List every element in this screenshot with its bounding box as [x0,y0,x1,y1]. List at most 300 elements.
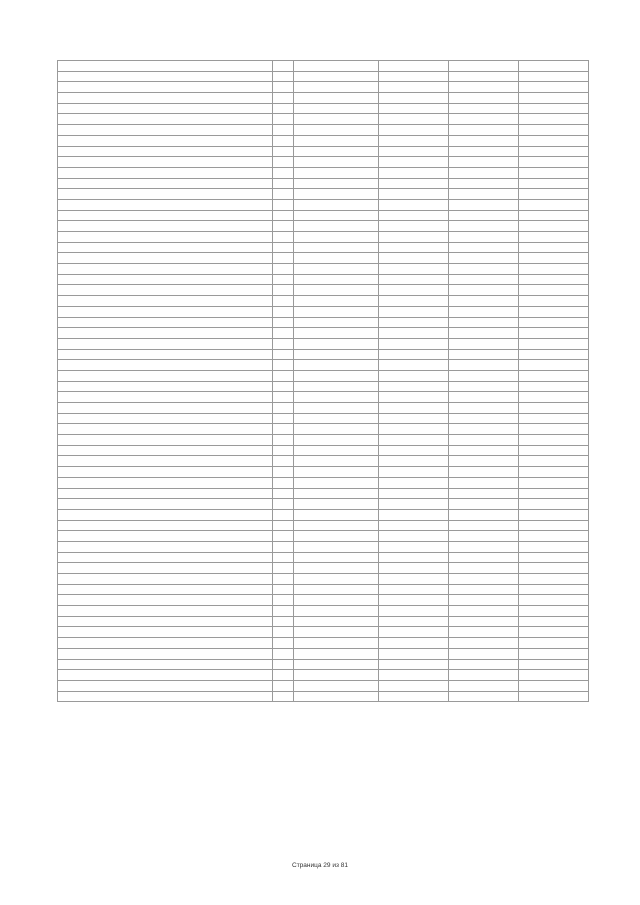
table-cell [519,477,589,488]
table-cell [519,627,589,638]
table-cell [58,531,273,542]
table-cell [273,552,294,563]
table-cell [294,285,379,296]
table-cell [519,125,589,136]
table-cell [273,285,294,296]
table-cell [294,648,379,659]
table-row [58,114,589,125]
table-cell [294,242,379,253]
table-cell [273,616,294,627]
table-cell [449,296,519,307]
table-cell [58,135,273,146]
table-cell [294,264,379,275]
table-cell [58,114,273,125]
table-cell [519,584,589,595]
table-cell [379,541,449,552]
table-cell [273,114,294,125]
table-cell [519,552,589,563]
table-cell [58,210,273,221]
table-cell [294,563,379,574]
table-cell [294,61,379,72]
table-cell [273,274,294,285]
table-cell [379,403,449,414]
table-cell [379,360,449,371]
table-cell [294,584,379,595]
table-cell [273,82,294,93]
table-row [58,392,589,403]
table-cell [379,317,449,328]
budget-table [57,60,589,702]
table-row [58,221,589,232]
table-cell [273,638,294,649]
table-cell [273,210,294,221]
table-cell [294,467,379,478]
table-cell [519,317,589,328]
table-cell [379,445,449,456]
table-cell [379,435,449,446]
table-cell [294,199,379,210]
table-cell [58,520,273,531]
table-cell [519,71,589,82]
table-cell [449,103,519,114]
table-cell [273,424,294,435]
table-row [58,552,589,563]
table-cell [449,616,519,627]
table-cell [519,242,589,253]
table-cell [449,253,519,264]
table-cell [294,167,379,178]
table-cell [273,125,294,136]
table-cell [58,595,273,606]
table-cell [273,435,294,446]
table-cell [58,467,273,478]
table-cell [58,199,273,210]
table-row [58,296,589,307]
table-cell [449,232,519,243]
table-cell [449,424,519,435]
table-cell [379,680,449,691]
table-cell [294,595,379,606]
table-cell [449,659,519,670]
table-cell [379,114,449,125]
table-cell [379,71,449,82]
table-cell [58,274,273,285]
table-row [58,563,589,574]
table-cell [379,125,449,136]
table-cell [379,424,449,435]
table-cell [379,413,449,424]
table-cell [58,606,273,617]
table-cell [519,456,589,467]
table-cell [58,659,273,670]
table-cell [273,403,294,414]
table-cell [273,627,294,638]
table-row [58,670,589,681]
table-cell [58,541,273,552]
table-cell [519,135,589,146]
table-cell [519,114,589,125]
table-cell [273,199,294,210]
table-cell [449,146,519,157]
table-cell [519,520,589,531]
table-cell [379,531,449,542]
table-cell [294,616,379,627]
table-cell [294,189,379,200]
table-cell [379,488,449,499]
table-cell [449,61,519,72]
table-row [58,509,589,520]
table-cell [449,595,519,606]
table-cell [519,274,589,285]
table-cell [294,82,379,93]
table-cell [519,264,589,275]
table-cell [58,82,273,93]
table-cell [379,199,449,210]
table-row [58,531,589,542]
table-cell [294,499,379,510]
table-cell [379,285,449,296]
table-cell [294,210,379,221]
table-cell [519,563,589,574]
table-cell [379,381,449,392]
table-cell [58,627,273,638]
table-row [58,627,589,638]
table-cell [273,103,294,114]
table-cell [379,146,449,157]
table-cell [294,296,379,307]
table-cell [519,178,589,189]
table-cell [449,488,519,499]
table-row [58,381,589,392]
table-cell [379,296,449,307]
table-cell [58,638,273,649]
table-cell [294,157,379,168]
table-cell [58,509,273,520]
table-cell [379,232,449,243]
table-cell [519,285,589,296]
table-cell [58,648,273,659]
table-cell [449,82,519,93]
table-cell [379,509,449,520]
table-cell [519,103,589,114]
table-cell [58,370,273,381]
table-cell [449,167,519,178]
table-cell [449,317,519,328]
table-cell [58,574,273,585]
table-cell [273,167,294,178]
table-row [58,82,589,93]
table-cell [449,135,519,146]
table-cell [379,659,449,670]
table-cell [273,477,294,488]
table-cell [273,445,294,456]
table-cell [58,413,273,424]
table-cell [449,691,519,702]
table-cell [58,306,273,317]
table-cell [294,670,379,681]
table-cell [294,360,379,371]
table-cell [379,82,449,93]
table-cell [519,360,589,371]
table-cell [519,157,589,168]
table-cell [519,445,589,456]
table-cell [379,306,449,317]
table-cell [519,413,589,424]
table-cell [379,606,449,617]
table-cell [294,424,379,435]
table-cell [379,210,449,221]
table-cell [58,349,273,360]
table-cell [58,296,273,307]
table-cell [519,349,589,360]
table-cell [58,488,273,499]
table-cell [449,509,519,520]
table-cell [519,691,589,702]
table-cell [294,253,379,264]
table-row [58,445,589,456]
table-cell [273,232,294,243]
table-cell [449,349,519,360]
table-cell [449,445,519,456]
table-cell [58,403,273,414]
table-row [58,691,589,702]
table-cell [449,210,519,221]
table-cell [58,103,273,114]
table-cell [58,338,273,349]
table-cell [379,370,449,381]
table-cell [449,381,519,392]
table-cell [58,445,273,456]
table-row [58,146,589,157]
table-cell [449,328,519,339]
table-cell [449,499,519,510]
table-row [58,520,589,531]
table-cell [449,221,519,232]
table-cell [519,381,589,392]
table-cell [273,189,294,200]
table-cell [519,221,589,232]
table-row [58,680,589,691]
table-cell [273,584,294,595]
table-cell [519,616,589,627]
table-cell [379,563,449,574]
table-cell [58,146,273,157]
table-cell [58,157,273,168]
table-cell [379,338,449,349]
table-cell [58,285,273,296]
table-cell [58,189,273,200]
table-row [58,499,589,510]
table-row [58,285,589,296]
table-row [58,264,589,275]
table-cell [379,167,449,178]
table-cell [294,541,379,552]
table-cell [273,264,294,275]
table-cell [449,552,519,563]
table-cell [449,467,519,478]
table-cell [449,157,519,168]
table-cell [58,232,273,243]
table-row [58,638,589,649]
table-cell [58,616,273,627]
table-cell [519,296,589,307]
table-row [58,648,589,659]
table-cell [294,370,379,381]
table-row [58,167,589,178]
table-cell [519,659,589,670]
table-cell [519,146,589,157]
table-cell [379,93,449,104]
table-cell [449,638,519,649]
table-cell [379,221,449,232]
table-cell [379,274,449,285]
table-cell [519,670,589,681]
table-cell [379,520,449,531]
table-cell [58,328,273,339]
table-cell [379,392,449,403]
table-cell [379,189,449,200]
table-cell [294,574,379,585]
table-cell [449,680,519,691]
table-cell [273,648,294,659]
table-cell [58,71,273,82]
table-cell [379,552,449,563]
table-row [58,541,589,552]
table-cell [449,392,519,403]
table-row [58,413,589,424]
table-cell [449,435,519,446]
table-cell [449,125,519,136]
table-cell [449,178,519,189]
table-cell [379,467,449,478]
table-row [58,595,589,606]
table-cell [273,317,294,328]
table-cell [519,680,589,691]
table-cell [273,413,294,424]
table-cell [519,338,589,349]
table-cell [449,584,519,595]
table-cell [58,264,273,275]
table-row [58,435,589,446]
table-row [58,71,589,82]
table-cell [294,435,379,446]
table-cell [294,338,379,349]
table-cell [58,477,273,488]
table-cell [294,413,379,424]
table-cell [379,627,449,638]
table-cell [294,221,379,232]
table-row [58,125,589,136]
table-row [58,403,589,414]
table-cell [58,563,273,574]
table-cell [519,167,589,178]
table-cell [58,317,273,328]
table-cell [449,338,519,349]
table-cell [273,253,294,264]
table-cell [449,413,519,424]
table-cell [294,317,379,328]
table-cell [449,285,519,296]
table-cell [519,306,589,317]
table-row [58,61,589,72]
table-cell [273,456,294,467]
table-cell [449,189,519,200]
table-cell [273,467,294,478]
table-cell [379,328,449,339]
table-row [58,232,589,243]
table-cell [273,691,294,702]
table-cell [449,93,519,104]
table-cell [294,659,379,670]
table-cell [519,328,589,339]
table-cell [379,456,449,467]
table-cell [379,616,449,627]
table-cell [58,392,273,403]
table-cell [294,552,379,563]
table-cell [294,125,379,136]
table-cell [58,360,273,371]
table-cell [273,659,294,670]
table-cell [294,93,379,104]
table-cell [519,467,589,478]
table-cell [58,584,273,595]
table-row [58,616,589,627]
table-cell [58,499,273,510]
table-cell [379,584,449,595]
table-row [58,370,589,381]
table-cell [294,680,379,691]
table-cell [294,627,379,638]
table-cell [58,381,273,392]
table-cell [294,488,379,499]
table-cell [273,370,294,381]
table-cell [58,670,273,681]
table-cell [58,456,273,467]
table-cell [449,71,519,82]
table-cell [449,274,519,285]
table-cell [379,691,449,702]
table-row [58,659,589,670]
table-cell [273,328,294,339]
table-cell [449,264,519,275]
table-cell [449,670,519,681]
table-cell [294,509,379,520]
table-cell [449,114,519,125]
table-cell [449,456,519,467]
table-cell [273,541,294,552]
table-cell [519,370,589,381]
table-cell [58,680,273,691]
table-row [58,103,589,114]
table-row [58,574,589,585]
table-cell [58,552,273,563]
table-cell [379,349,449,360]
table-cell [294,349,379,360]
table-cell [273,93,294,104]
table-cell [519,606,589,617]
table-cell [273,157,294,168]
table-cell [379,638,449,649]
table-cell [379,670,449,681]
table-cell [273,531,294,542]
table-cell [58,691,273,702]
table-cell [273,680,294,691]
table-cell [519,435,589,446]
table-cell [519,253,589,264]
table-cell [273,381,294,392]
table-row [58,477,589,488]
table-row [58,93,589,104]
